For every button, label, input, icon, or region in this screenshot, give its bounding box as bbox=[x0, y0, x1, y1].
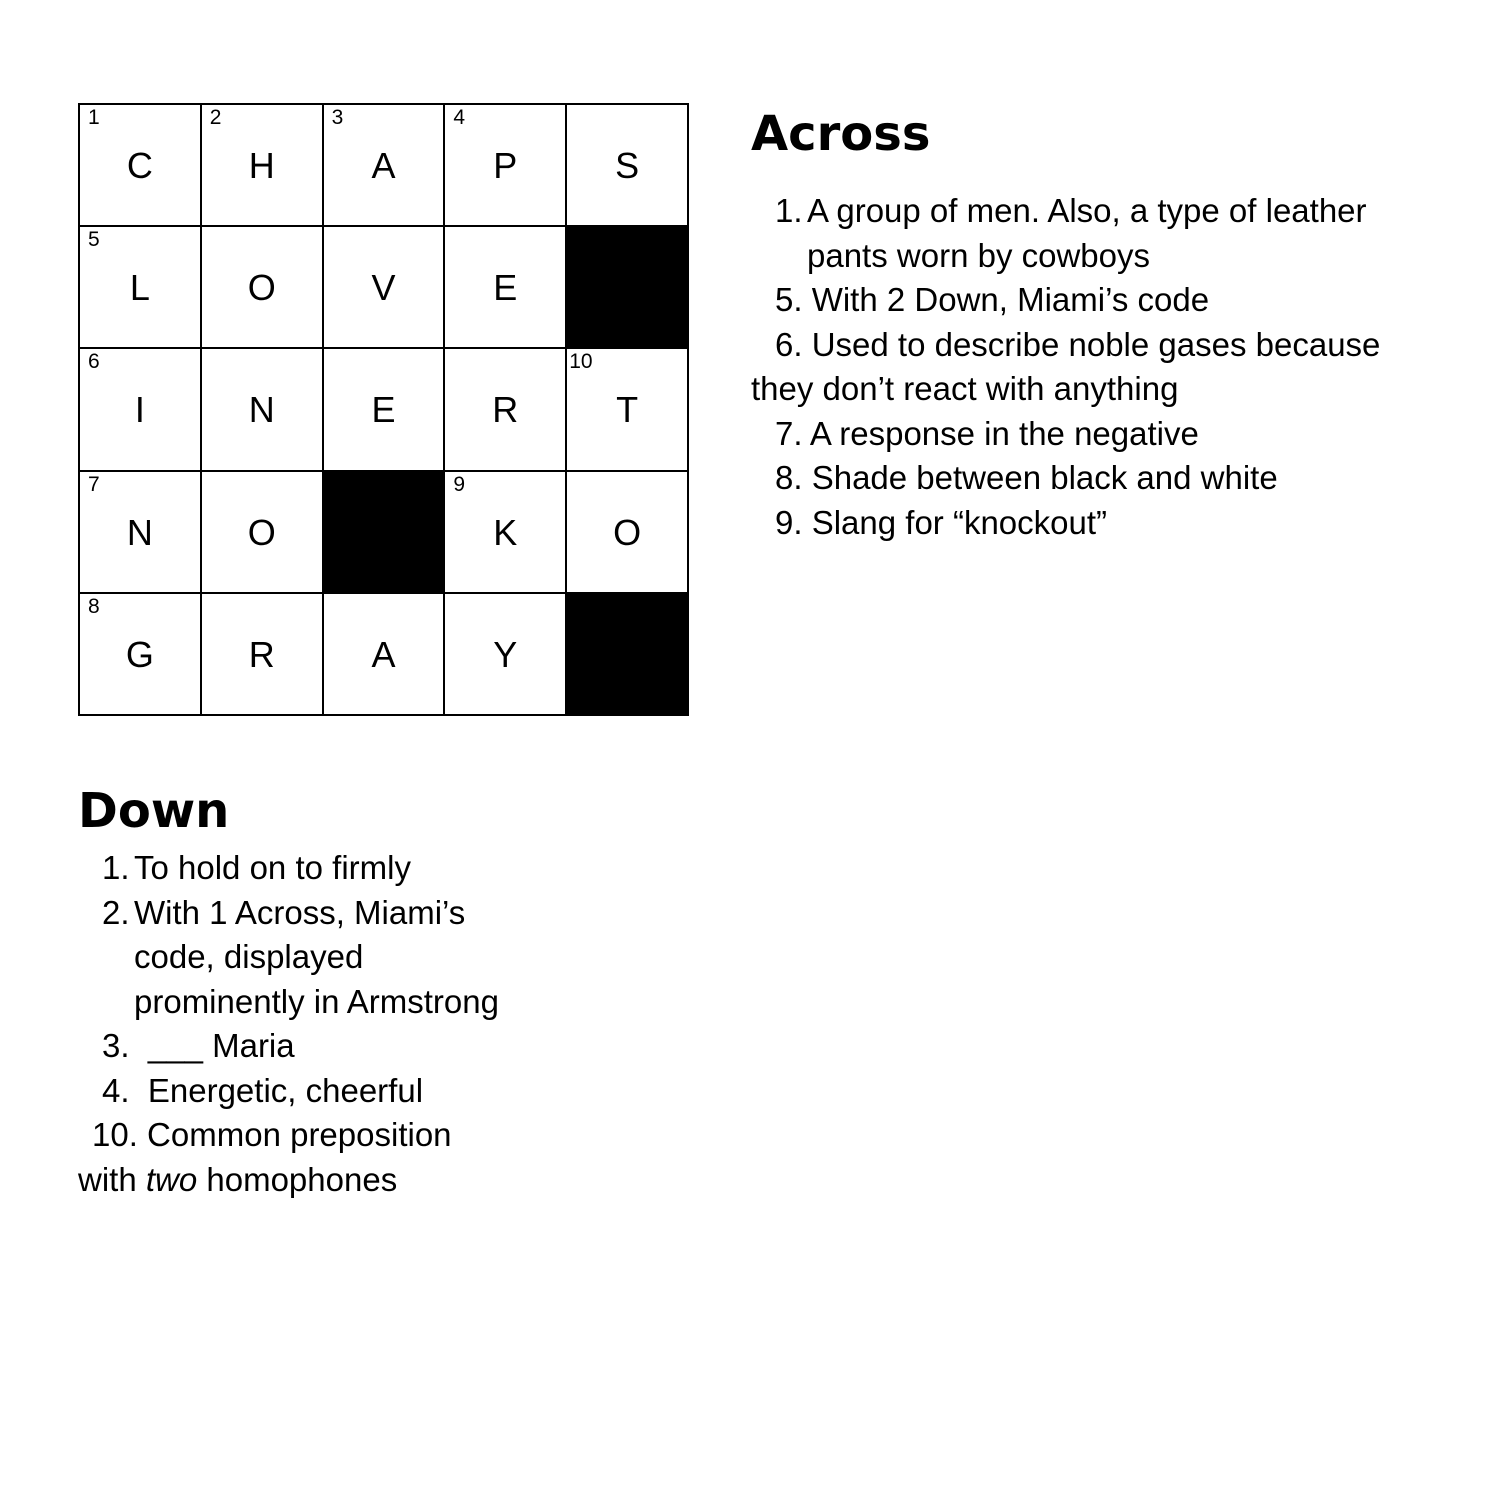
clue-number: 1. bbox=[102, 849, 130, 886]
clue-number: 3. bbox=[102, 1027, 130, 1064]
clue-number: 9. bbox=[775, 503, 803, 541]
grid-cell[interactable] bbox=[202, 594, 324, 716]
grid-cell[interactable] bbox=[202, 227, 324, 349]
down-clue-1[interactable] bbox=[78, 846, 518, 891]
clue-number: 6. bbox=[775, 325, 803, 363]
grid-cell[interactable] bbox=[445, 472, 567, 594]
grid-cell[interactable] bbox=[445, 227, 567, 349]
cell-letter: O bbox=[613, 511, 642, 553]
clue-number: 7. bbox=[775, 414, 803, 452]
cell-letter: O bbox=[247, 511, 276, 553]
cell-letter: E bbox=[493, 267, 518, 309]
grid-cell[interactable] bbox=[202, 349, 324, 471]
cell-letter: K bbox=[493, 511, 518, 553]
cell-number: 1 bbox=[88, 106, 100, 129]
across-clue-7[interactable] bbox=[751, 412, 1451, 457]
clue-number: 8. bbox=[775, 459, 803, 496]
cell-letter: G bbox=[125, 633, 154, 675]
cell-number: 9 bbox=[453, 472, 466, 496]
cell-letter: V bbox=[371, 267, 396, 309]
cell-letter: N bbox=[248, 389, 275, 431]
cell-letter: A bbox=[371, 633, 396, 675]
cell-letter: H bbox=[248, 145, 275, 187]
cell-letter: P bbox=[493, 145, 518, 187]
down-clue-4[interactable] bbox=[78, 1069, 518, 1114]
grid-cell[interactable] bbox=[445, 105, 567, 227]
cell-letter: A bbox=[371, 145, 396, 187]
grid-cell[interactable] bbox=[80, 105, 202, 227]
grid-cell[interactable] bbox=[80, 472, 202, 594]
down-clue-2[interactable] bbox=[78, 891, 518, 1025]
across-clue-5[interactable] bbox=[751, 278, 1451, 323]
block-cell bbox=[567, 227, 689, 349]
grid-cell[interactable] bbox=[445, 349, 567, 471]
across-heading: Across bbox=[751, 106, 931, 162]
cell-letter: T bbox=[616, 389, 639, 431]
cell-letter: I bbox=[134, 389, 145, 431]
cell-number: 10 bbox=[569, 350, 593, 374]
clue-text: Common preposition with bbox=[78, 1116, 452, 1198]
cell-letter: C bbox=[126, 145, 153, 187]
cell-letter: R bbox=[248, 633, 275, 675]
cell-number: 7 bbox=[88, 472, 100, 496]
grid-cell[interactable] bbox=[567, 349, 689, 471]
grid-cell[interactable] bbox=[324, 105, 446, 227]
clue-text: Energetic, cheerful bbox=[147, 1071, 424, 1109]
clue-number: 2. bbox=[102, 893, 130, 931]
cell-letter: N bbox=[126, 511, 153, 553]
clue-text: With 1 Across, Miami’s code, displayed prominently in Armstrong bbox=[134, 893, 499, 1020]
clue-text: Shade between black and white bbox=[811, 459, 1278, 496]
clue-number: 4. bbox=[102, 1071, 130, 1109]
cell-letter: R bbox=[492, 389, 519, 431]
cell-letter: O bbox=[247, 267, 276, 309]
grid-cell[interactable] bbox=[324, 349, 446, 471]
grid-cell[interactable] bbox=[80, 227, 202, 349]
cell-letter: L bbox=[129, 267, 150, 309]
block-cell bbox=[324, 472, 446, 594]
cell-letter: E bbox=[371, 389, 396, 431]
across-clue-9[interactable] bbox=[751, 501, 1451, 546]
grid-cell[interactable] bbox=[324, 594, 446, 716]
cell-number: 6 bbox=[88, 350, 100, 374]
cell-letter: S bbox=[615, 145, 640, 187]
clue-text: Slang for “knockout” bbox=[811, 503, 1108, 541]
across-clue-8[interactable] bbox=[751, 456, 1451, 501]
clue-text: To hold on to firmly bbox=[134, 849, 411, 886]
clue-text: homophones bbox=[197, 1160, 398, 1198]
grid-cell[interactable] bbox=[567, 105, 689, 227]
across-clue-6[interactable] bbox=[751, 323, 1451, 412]
down-clue-list bbox=[78, 846, 518, 1202]
grid-cell[interactable] bbox=[324, 227, 446, 349]
clue-emphasis: two bbox=[145, 1160, 198, 1198]
grid-cell[interactable] bbox=[202, 472, 324, 594]
block-cell bbox=[567, 594, 689, 716]
grid-cell[interactable] bbox=[567, 472, 689, 594]
down-heading: Down bbox=[78, 783, 230, 839]
clue-text: A group of men. Also, a type of leather pants worn by cowboys bbox=[807, 192, 1367, 274]
across-clue-list bbox=[751, 189, 1451, 545]
cell-number: 8 bbox=[88, 594, 100, 618]
across-clue-1[interactable] bbox=[751, 189, 1451, 278]
clue-number: 5. bbox=[775, 281, 803, 318]
grid-cell[interactable] bbox=[80, 349, 202, 471]
down-clue-10[interactable] bbox=[78, 1113, 518, 1202]
cell-number: 2 bbox=[209, 106, 222, 129]
cell-number: 3 bbox=[331, 106, 344, 129]
clue-text: Used to describe noble gases because they don’t react with anything bbox=[751, 325, 1381, 407]
clue-text: ___ Maria bbox=[147, 1027, 295, 1064]
down-clue-3[interactable] bbox=[78, 1024, 518, 1069]
clue-text: A response in the negative bbox=[809, 414, 1199, 452]
grid-cell[interactable] bbox=[202, 105, 324, 227]
crossword-grid bbox=[78, 103, 689, 716]
cell-number: 5 bbox=[88, 228, 100, 252]
grid-cell[interactable] bbox=[80, 594, 202, 716]
cell-number: 4 bbox=[453, 106, 466, 129]
cell-letter: Y bbox=[493, 633, 518, 675]
clue-number: 1. bbox=[775, 192, 803, 229]
clue-text: With 2 Down, Miami’s code bbox=[811, 281, 1210, 318]
clue-number: 10. bbox=[92, 1116, 138, 1153]
grid-cell[interactable] bbox=[445, 594, 567, 716]
